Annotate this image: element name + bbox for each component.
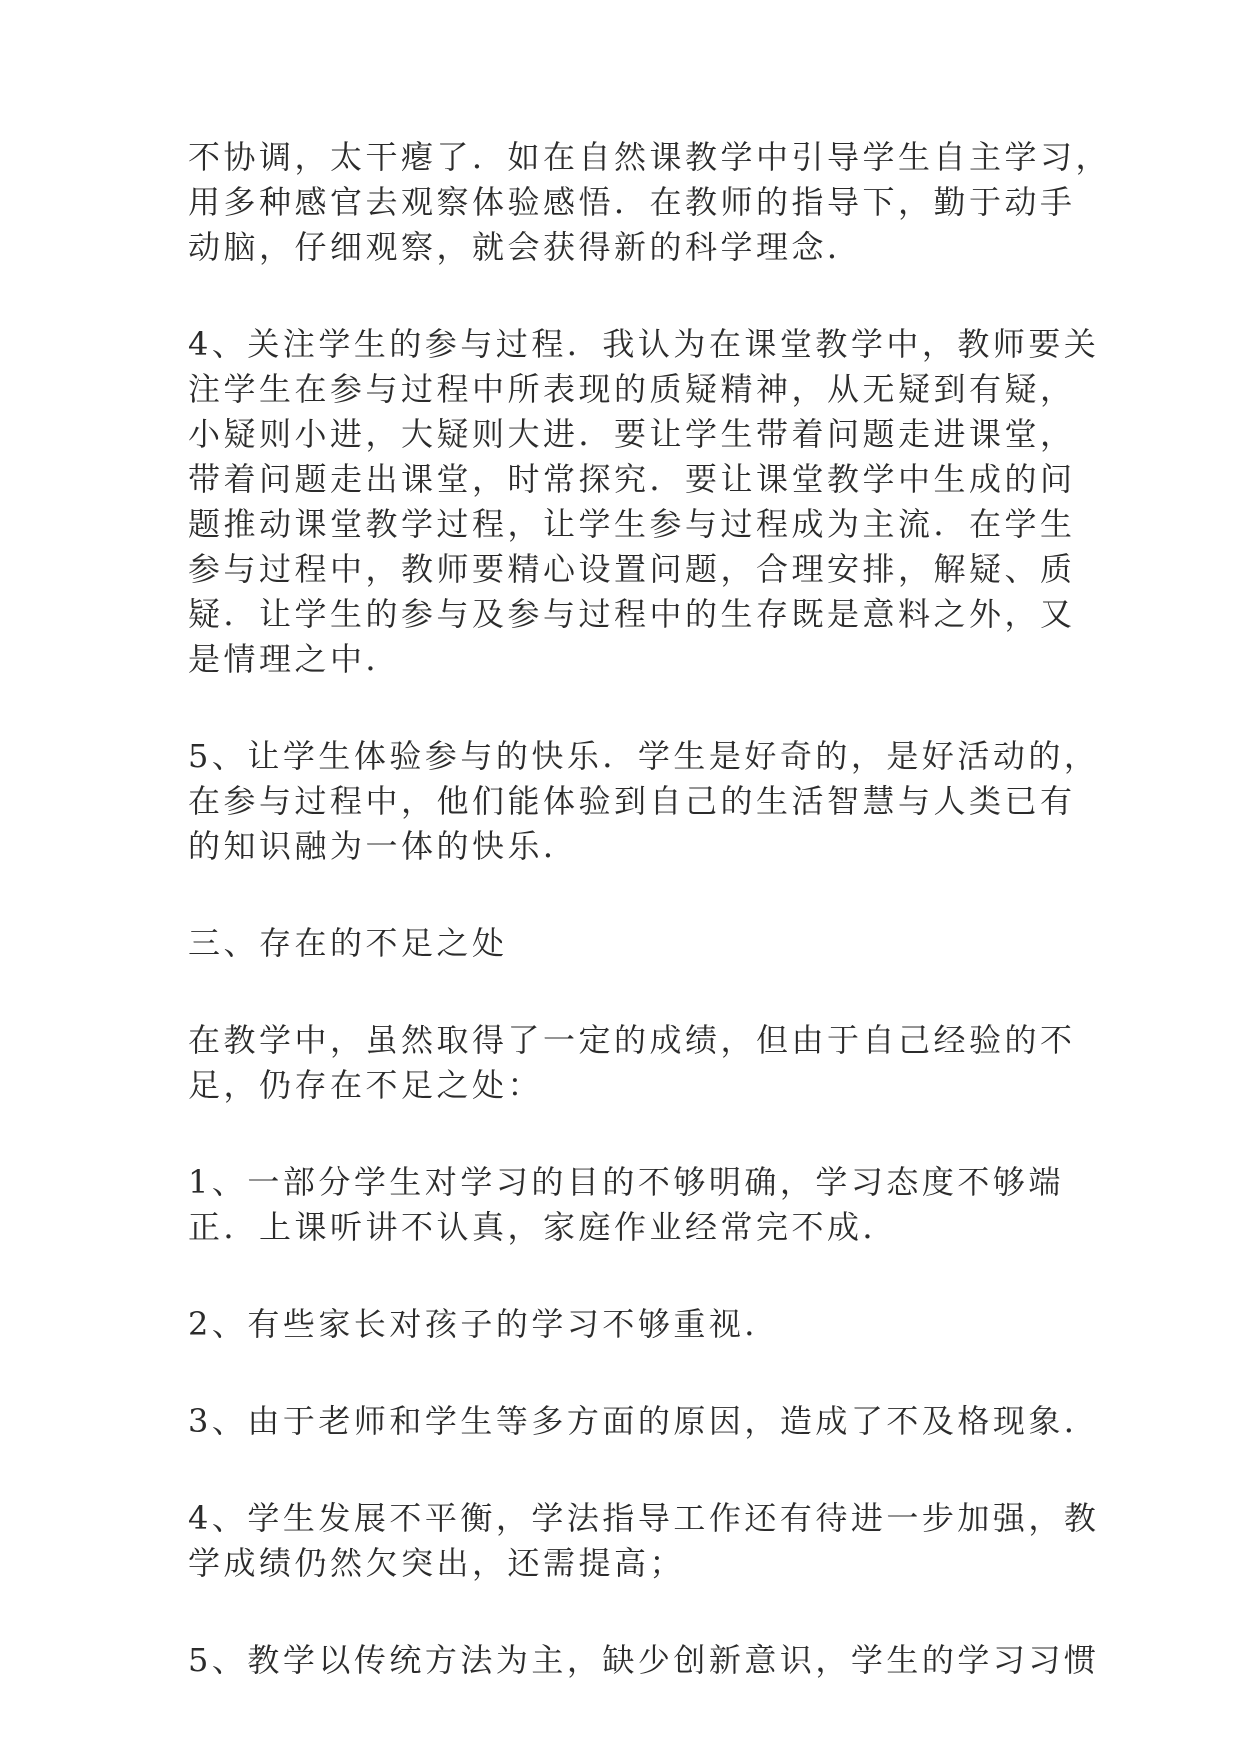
text-line: 动脑，仔细观察，就会获得新的科学理念． bbox=[188, 228, 863, 266]
text-line: 4、学生发展不平衡，学法指导工作还有待进一步加强，教 bbox=[188, 1499, 1100, 1537]
list-item-3 bbox=[188, 1399, 1100, 1444]
document-page bbox=[188, 135, 1112, 1683]
text-line: 用多种感官去观察体验感悟．在教师的指导下，勤于动手 bbox=[188, 183, 1076, 221]
text-line: 题推动课堂教学过程，让学生参与过程成为主流．在学生 bbox=[188, 505, 1076, 543]
text-line: 2、有些家长对孩子的学习不够重视． bbox=[188, 1305, 780, 1343]
text-line: 5、教学以传统方法为主，缺少创新意识，学生的学习习惯 bbox=[188, 1641, 1100, 1679]
text-line: 不协调，太干瘪了．如在自然课教学中引导学生自主学习， bbox=[188, 138, 1112, 176]
text-line: 带着问题走出课堂，时常探究．要让课堂教学中生成的问 bbox=[188, 460, 1076, 498]
text-line: 的知识融为一体的快乐． bbox=[188, 827, 579, 865]
text-line: 是情理之中． bbox=[188, 640, 402, 678]
text-line: 正．上课听讲不认真，家庭作业经常完不成． bbox=[188, 1208, 899, 1246]
list-item-5 bbox=[188, 1638, 1100, 1683]
section-heading bbox=[188, 921, 1068, 966]
paragraph-item-5 bbox=[188, 734, 1100, 869]
text-line: 学成绩仍然欠突出，还需提高； bbox=[188, 1544, 686, 1582]
text-line: 在参与过程中，他们能体验到自己的生活智慧与人类已有 bbox=[188, 782, 1076, 820]
list-item-2 bbox=[188, 1302, 1068, 1347]
text-line: 5、让学生体验参与的快乐．学生是好奇的，是好活动的， bbox=[188, 737, 1100, 775]
text-line: 1、一部分学生对学习的目的不够明确，学习态度不够端 bbox=[188, 1163, 1064, 1201]
text-line: 在教学中，虽然取得了一定的成绩，但由于自己经验的不 bbox=[188, 1021, 1076, 1059]
heading-text: 三、存在的不足之处 bbox=[188, 924, 508, 962]
text-line: 小疑则小进，大疑则大进．要让学生带着问题走进课堂， bbox=[188, 415, 1076, 453]
list-item-1 bbox=[188, 1160, 1068, 1250]
text-line: 3、由于老师和学生等多方面的原因，造成了不及格现象． bbox=[188, 1402, 1100, 1440]
text-line: 疑．让学生的参与及参与过程中的生存既是意料之外，又 bbox=[188, 595, 1076, 633]
text-line: 4、关注学生的参与过程．我认为在课堂教学中，教师要关 bbox=[188, 325, 1100, 363]
text-line: 参与过程中，教师要精心设置问题，合理安排，解疑、质 bbox=[188, 550, 1076, 588]
list-item-4 bbox=[188, 1496, 1100, 1586]
text-line: 注学生在参与过程中所表现的质疑精神，从无疑到有疑， bbox=[188, 370, 1076, 408]
paragraph-continuation bbox=[188, 135, 1112, 270]
paragraph-intro bbox=[188, 1018, 1076, 1108]
paragraph-item-4 bbox=[188, 322, 1100, 682]
text-line: 足，仍存在不足之处： bbox=[188, 1066, 544, 1104]
